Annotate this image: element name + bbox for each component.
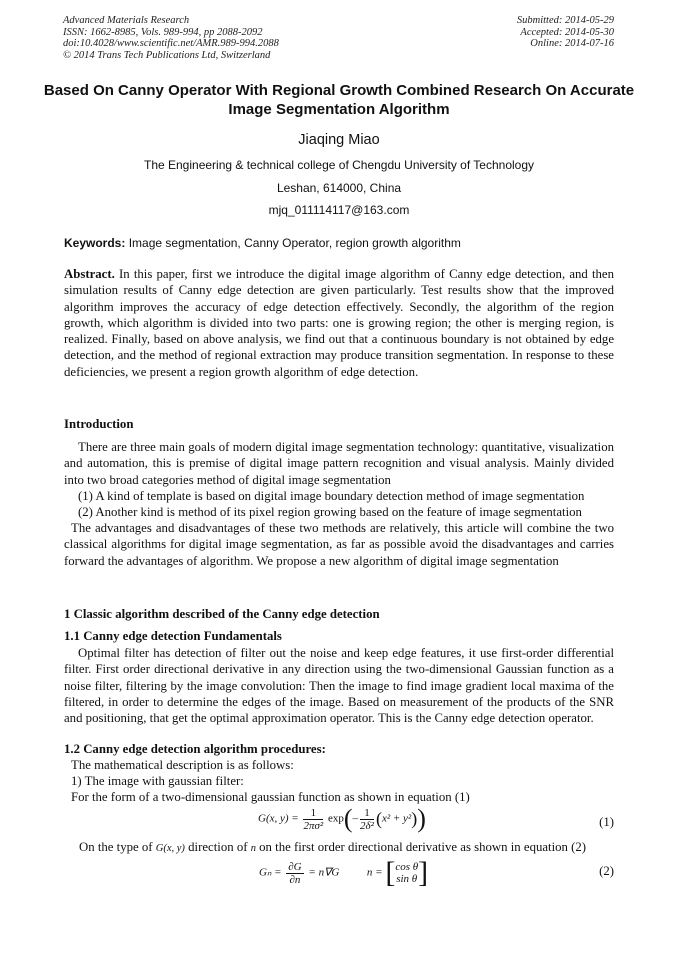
eq1-den2: 2δ² bbox=[360, 819, 374, 832]
intro-item-1: (1) A kind of template is based on digital image boundary detection method of image segmentation bbox=[78, 489, 585, 503]
eq1-paren-close-icon: ) bbox=[417, 804, 426, 833]
intro-item-2: (2) Another kind is method of its pixel region growing based on the feature of image segmentation bbox=[78, 505, 582, 519]
keywords bbox=[64, 236, 461, 250]
n-symbol: n bbox=[250, 843, 256, 854]
eq2-bracket-close-icon: ] bbox=[418, 856, 429, 889]
intro-paragraph-1: There are three main goals of modern digital image segmentation technology: quantitative, visualization and automation, this is premise of digital image pattern recognition and visual analysis. Mainly divided into two broad categories method of digital image segmentation bbox=[64, 440, 614, 487]
eq1-num2: 1 bbox=[360, 807, 374, 820]
copyright-line: © 2014 Trans Tech Publications Ltd, Switzerland bbox=[63, 49, 271, 61]
author-name: Jiaqing Miao bbox=[298, 132, 380, 148]
author-email: mjq_011114117@163.com bbox=[268, 203, 410, 217]
eq2-sin: sin θ bbox=[396, 873, 418, 885]
eq2-lhs: Gₙ = bbox=[259, 866, 282, 879]
equation-2 bbox=[259, 856, 428, 890]
eq1-inner-paren-open-icon: ( bbox=[375, 808, 382, 829]
online-date: Online: 2014-07-16 bbox=[530, 38, 614, 49]
keywords-label: Keywords: bbox=[64, 236, 126, 250]
journal-header-right bbox=[517, 15, 614, 50]
eq1-lhs: G(x, y) = bbox=[258, 812, 299, 825]
section-1-2-heading: 1.2 Canny edge detection algorithm procedures: bbox=[64, 742, 326, 756]
submitted-date: Submitted: 2014-05-29 bbox=[516, 15, 614, 26]
paper-title: Based On Canny Operator With Regional Growth Combined Research On Accurate Image Segmentation Algorithm bbox=[43, 82, 635, 118]
keywords-text: Image segmentation, Canny Operator, region growth algorithm bbox=[128, 236, 461, 250]
abstract bbox=[64, 266, 614, 380]
eq1-exp: exp bbox=[327, 812, 344, 825]
introduction-heading: Introduction bbox=[64, 417, 134, 431]
math-description-line: The mathematical description is as follows: bbox=[71, 758, 294, 772]
eq1-fraction-2 bbox=[360, 807, 374, 832]
eq2-bracket-open-icon: [ bbox=[385, 856, 396, 889]
eq2-cos: cos θ bbox=[395, 861, 419, 873]
directional-text-c: on the first order directional derivative as shown in equation (2) bbox=[259, 840, 587, 854]
gxy-symbol: G(x, y) bbox=[155, 843, 185, 854]
eq1-fraction-1 bbox=[303, 807, 323, 832]
eq1-body: x² + y² bbox=[381, 812, 412, 825]
abstract-text: In this paper, first we introduce the digital image algorithm of Canny edge detection, and then simulation results of Canny edge detection are given particularly. Test results show that the improved algorithm improves the accuracy of edge detection effectively. Secondly, the algorithm of the region growth, which algorithm is divided into two parts: one is growing region; the other is merging region, is realized. Finally, based on above analysis, we find out that a continuous boundary is not obtained by edge detection, and the method of regional extraction may produce transition segmentation. In response to these deficiencies, we present a region growth algorithm of edge detection. bbox=[64, 267, 615, 379]
eq2-vector bbox=[395, 861, 418, 885]
accepted-date: Accepted: 2014-05-30 bbox=[520, 26, 614, 38]
eq2-den: ∂n bbox=[289, 873, 301, 886]
eq1-inner-paren-close-icon: ) bbox=[411, 808, 418, 829]
directional-derivative-line bbox=[79, 839, 629, 857]
eq2-n-def: n = bbox=[366, 866, 383, 879]
section-1-1-heading: 1.1 Canny edge detection Fundamentals bbox=[64, 629, 282, 643]
eq2-num: ∂G bbox=[288, 860, 302, 873]
eq1-num1: 1 bbox=[303, 807, 323, 820]
journal-name: Advanced Materials Research bbox=[63, 15, 190, 26]
issn-line: ISSN: 1662-8985, Vols. 989-994, pp 2088-2092 bbox=[63, 26, 263, 38]
section-1-heading: 1 Classic algorithm described of the Canny edge detection bbox=[64, 607, 380, 621]
affiliation-line: The Engineering & technical college of Chengdu University of Technology bbox=[143, 158, 535, 172]
directional-text-a: On the type of bbox=[79, 840, 153, 854]
equation-1-number: (1) bbox=[599, 815, 614, 829]
gaussian-filter-step: 1) The image with gaussian filter: bbox=[71, 774, 244, 788]
doi-line: doi:10.4028/www.scientific.net/AMR.989-994.2088 bbox=[63, 38, 279, 49]
affiliation-location: Leshan, 614000, China bbox=[276, 181, 402, 195]
intro-paragraph-2: The advantages and disadvantages of these two methods are relatively, this article will combine the two classical algorithms for digital image segmentation, as far as possible avoid the disadvantages and carries forward the advantages of algorithm. We propose a new algorithm of digital image segmentation bbox=[64, 521, 614, 568]
equation-2-number: (2) bbox=[599, 864, 614, 878]
eq2-rhs: = n∇G bbox=[308, 866, 340, 879]
section-1-1-paragraph: Optimal filter has detection of filter out the noise and keep edge features, it use first-order differential filter. First order directional derivative in any direction using the two-dimensional Gaussian function as a noise filter, filtering by the image convolution: Then the image to find image gradient local maxima of the filtered, in order to determine the edges of the image. Based on measurement of the products of the SNR and positioning, that get the optimal approximation operator. This is the Canny edge detection operator. bbox=[64, 646, 614, 726]
eq1-paren-open-icon: ( bbox=[343, 804, 353, 833]
directional-text-b: direction of bbox=[188, 840, 248, 854]
eq1-den1: 2πσ² bbox=[303, 819, 324, 832]
gaussian-form-line: For the form of a two-dimensional gaussian function as shown in equation (1) bbox=[71, 790, 470, 804]
journal-header-left bbox=[63, 15, 279, 61]
equation-1: G(x, y) = $\frac{1}{\text{2πσ²}}$ exp(– $\frac{1}{\text{2δ²}}$ (x² + y²)) bbox=[258, 804, 426, 833]
abstract-label: Abstract. bbox=[64, 267, 115, 281]
eq2-fraction bbox=[286, 861, 303, 886]
